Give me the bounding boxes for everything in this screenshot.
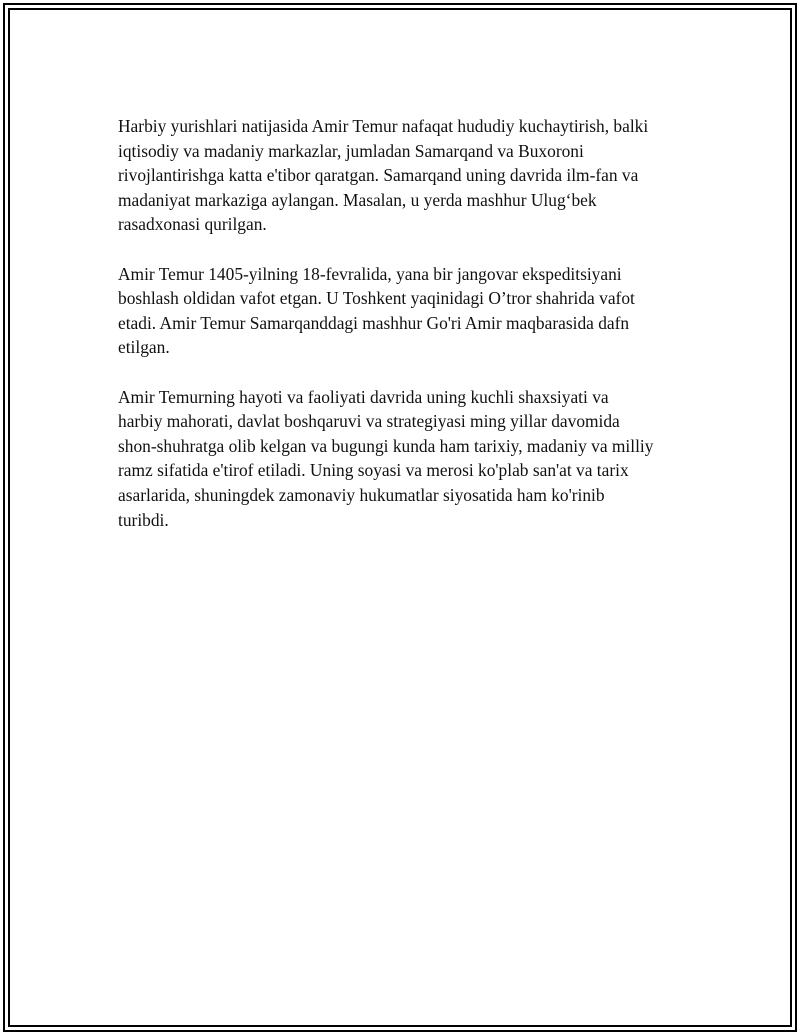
paragraph-line: Harbiy yurishlari natijasida Amir Temur nafaqat hududiy kuchaytirish, balki <box>118 116 649 136</box>
paragraph-line: rasadxonasi qurilgan. <box>118 214 267 235</box>
paragraph-line: Amir Temurning hayoti va faoliyati davrida uning kuchli shaxsiyati va <box>118 386 609 407</box>
paragraph-line: rivojlantirishga katta e'tibor qaratgan. Samarqand uning davrida ilm-fan va <box>118 165 639 186</box>
paragraph-line: asarlarida, shuningdek zamonaviy hukumatlar siyosatida ham ko'rinib <box>118 484 605 505</box>
paragraph-line: etilgan. <box>118 337 170 358</box>
paragraph-2 <box>118 262 698 360</box>
document-body <box>118 114 698 557</box>
paragraph-line: harbiy mahorati, davlat boshqaruvi va strategiyasi ming yillar davomida <box>118 411 620 432</box>
paragraph-line: madaniyat markaziga aylangan. Masalan, u yerda mashhur Ulug‘bek <box>118 189 597 210</box>
paragraph-line: iqtisodiy va madaniy markazlar, jumladan Samarqand va Buxoroni <box>118 140 584 161</box>
paragraph-line: ramz sifatida e'tirof etiladi. Uning soyasi va merosi ko'plab san'at va tarix <box>118 460 629 481</box>
paragraph-line: boshlash oldidan vafot etgan. U Toshkent yaqinidagi O’tror shahrida vafot <box>118 288 635 309</box>
paragraph-3 <box>118 385 698 533</box>
paragraph-line: Amir Temur 1405-yilning 18-fevralida, yana bir jangovar ekspeditsiyani <box>118 263 622 284</box>
paragraph-line: etadi. Amir Temur Samarqanddagi mashhur Go'ri Amir maqbarasida dafn <box>118 312 630 333</box>
paragraph-1 <box>118 114 698 237</box>
paragraph-line: shon-shuhratga olib kelgan va bugungi kunda ham tarixiy, madaniy va milliy <box>118 435 654 456</box>
paragraph-line: turibdi. <box>118 509 169 530</box>
